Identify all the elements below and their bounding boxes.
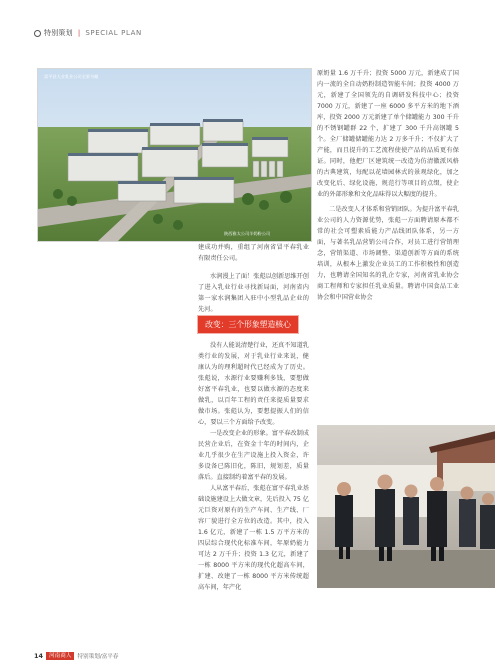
left-column-top bbox=[198, 242, 309, 315]
visitors-illustration bbox=[317, 425, 495, 588]
paragraph: 建成功并购，重组了河南省冒平春乳业有限责任公司。 bbox=[198, 244, 309, 262]
page-header bbox=[34, 28, 142, 38]
paragraph: 人从富平春后，张彪在富平春乳业基础设施建设上大做文章，先后投入 75 亿元巨资对原有的生产车间、生产线、厂容厂貌进行全方位的改造。其中，投入 1.6 亿元，新建了一栋 1.5 万平方米的四层综合现代化标准车间，年原奶能力可达 2 万千升；投资 1.3 亿元，新建了一栋 8000 平方米的现代化超高车间，扩建、改建了一栋 8000 平方米传统超高车间，年产化 bbox=[198, 485, 309, 591]
header-divider: | bbox=[77, 29, 81, 37]
paragraph: 原奶量 1.6 万千升；投资 5000 万元，新建成了国内一流的全自动奶粉制造智能车间；投资 4000 万元，新建了全国领先的自调研发科技中心；投资 7000 万元，新建了一座 6000 多平方米的地下酒库，投资 2000 万元新建了单个储罐能力 300 千升的不锈钢罐群 22 个，扩建了 300 千升高钢罐 5 个。全厂储罐储罐能力达 2 万多千升；不仅扩大了产能，而且提升的工艺流程使使产品的品质更有保证。同时，他把厂区建筑统一改造为仿清徽派风格的古典建筑，每配以花墙园林式的景观绿化，加之改变化后、绿化设施，规范行等项目的点缀，使企业的外部形象和文化品味得以大幅度的提升。 bbox=[317, 70, 459, 198]
paragraph: 一是改变企业的形象。富平春改制成民营企业后，在资金十年的时间内，企业几乎很少在生产设施上投入资金，许多设备已陈旧化，陈旧，规划差，质量落后。直接制约着富平春的发展。 bbox=[198, 430, 309, 481]
factory-aerial-illustration bbox=[38, 69, 311, 241]
visitors-photo bbox=[317, 425, 495, 588]
page-number: 14 bbox=[34, 652, 44, 660]
photo-caption-top: 富平县大业乳业公司全景鸟瞰 bbox=[44, 74, 99, 79]
paragraph: 水润漫上了面！张彪以创新思维开创了进入乳业行业寻找新局面，河南省内第一家水润集团入驻中小型乳品企业的先河。 bbox=[198, 273, 309, 313]
right-column bbox=[317, 68, 459, 303]
header-title: 特别策划 bbox=[44, 29, 73, 37]
page-footer bbox=[34, 652, 118, 660]
header-circle-icon bbox=[34, 30, 41, 37]
photo-caption-bottom: 陕西雅太公司羊奶粉公司 bbox=[224, 231, 271, 236]
paragraph: 没有人能说清楚行业，还真不知道乳类行业的发展，对于乳业行业来说，健康认为的理利超时代已经成为了历史。张彪说，水源行业要赚利多钱，要想做好富平春乳业，也要以做水源的态度来做乳，以百年工程的责任来提质量要求做市场。张彪认为，要想提振人们的信心，要以三个方面给予改变。 bbox=[198, 342, 309, 426]
magazine-badge: 河南商人 bbox=[46, 652, 74, 660]
header-title-en: SPECIAL PLAN bbox=[85, 29, 142, 37]
section-title: 改变：三个形象塑造核心 bbox=[198, 316, 298, 333]
left-column-bottom bbox=[198, 340, 309, 593]
paragraph: 二是改变人才体系和营销团队。为提升富平春乳业公司的人力资源优势，张彪一方面聘请原本都不常的社会可塑素质能力产品线团队体系，另一方面，与著名乳品营销公司合作，对员工进行营销理念，营销渠道、市场调整、渠道创新等方面的系统培训，从根本上激发企业员工的工作积极性和创造力，也聘请全国知名的乳企专家，河南省乳业协会商工程师和专家担任乳业质量。聘请中国食品工业协会和中国营业协会 bbox=[317, 206, 459, 301]
factory-aerial-photo bbox=[37, 68, 312, 242]
footer-subtitle: 特别策划/富平春 bbox=[77, 654, 119, 660]
